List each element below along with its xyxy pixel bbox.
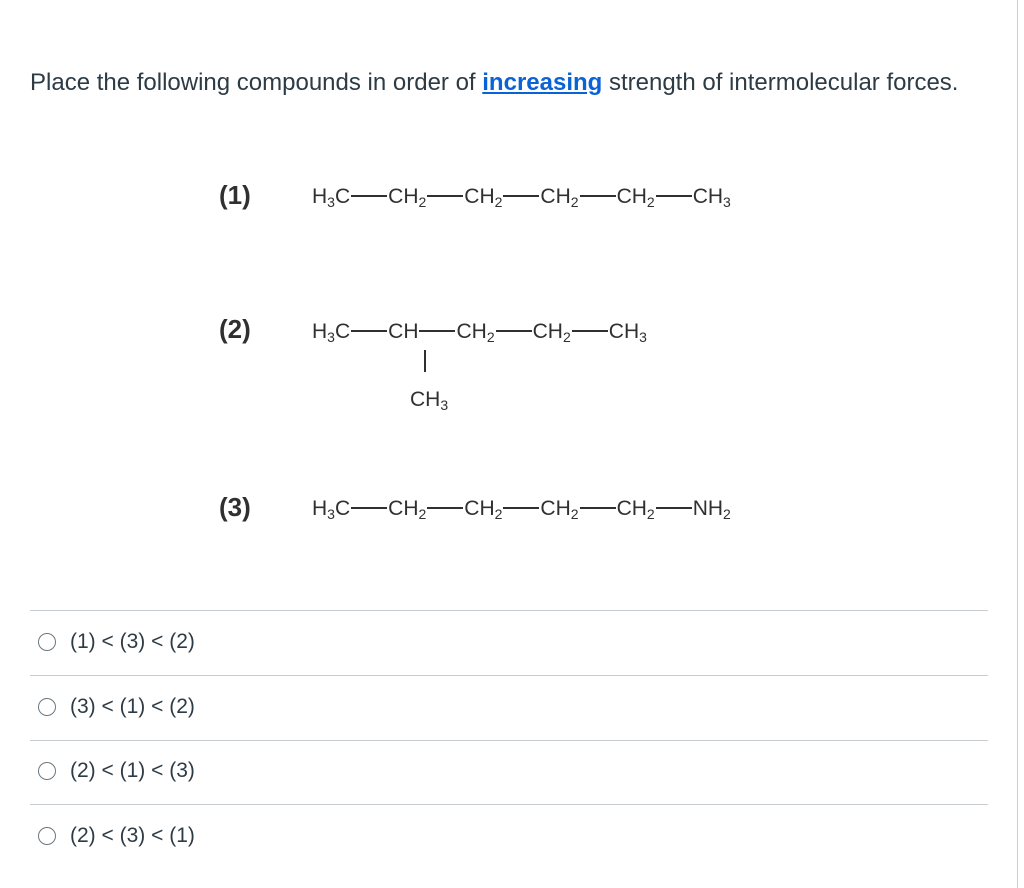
- answer-option-4[interactable]: [38, 821, 195, 851]
- formula-group: $CH_2$: [388, 185, 427, 210]
- single-bond: [351, 195, 387, 197]
- answer-text: (2) < (1) < (3): [70, 759, 195, 782]
- answer-option-3[interactable]: [38, 756, 195, 786]
- question-suffix: strength of intermolecular forces.: [602, 69, 959, 96]
- single-bond: [419, 330, 455, 332]
- answer-option-2[interactable]: [38, 692, 195, 722]
- single-bond: [351, 330, 387, 332]
- single-bond: [503, 507, 539, 509]
- single-bond: [427, 507, 463, 509]
- formula-group: $CH_2$: [616, 497, 655, 522]
- single-bond: [572, 330, 608, 332]
- single-bond: [351, 507, 387, 509]
- compound-label: (1): [219, 180, 251, 210]
- branch-methyl: [410, 388, 448, 412]
- single-bond: [656, 507, 692, 509]
- divider: [30, 804, 988, 805]
- compound-formula: [312, 320, 647, 344]
- branch-bond: [424, 350, 426, 372]
- compound-label: (2): [219, 314, 251, 344]
- answer-text: (1) < (3) < (2): [70, 630, 195, 653]
- single-bond: [580, 195, 616, 197]
- formula-group: $CH_2$: [464, 497, 503, 522]
- radio-button[interactable]: [38, 762, 56, 780]
- answer-text: (2) < (3) < (1): [70, 824, 195, 847]
- divider: [30, 610, 988, 611]
- formula-group: $CH_3$: [692, 185, 731, 210]
- single-bond: [496, 330, 532, 332]
- formula-group: $CH_2$: [456, 320, 495, 345]
- divider: [30, 740, 988, 741]
- single-bond: [656, 195, 692, 197]
- content-frame-edge: [1017, 0, 1024, 888]
- answer-text: (3) < (1) < (2): [70, 695, 195, 718]
- formula-group: $CH_2$: [540, 497, 579, 522]
- single-bond: [427, 195, 463, 197]
- single-bond: [503, 195, 539, 197]
- radio-button[interactable]: [38, 827, 56, 845]
- single-bond: [580, 507, 616, 509]
- compound-formula: [312, 497, 731, 521]
- compound-label: (3): [219, 492, 251, 522]
- formula-group: CH: [388, 320, 419, 343]
- formula-group: $CH_2$: [464, 185, 503, 210]
- radio-button[interactable]: [38, 633, 56, 651]
- compound-formula: [312, 185, 731, 209]
- formula-group: $H_3C$: [312, 185, 351, 210]
- formula-group: $CH_2$: [532, 320, 571, 345]
- formula-group: $H_3C$: [312, 497, 351, 522]
- question-prefix: Place the following compounds in order of: [30, 69, 483, 96]
- answer-option-1[interactable]: [38, 627, 195, 657]
- divider: [30, 675, 988, 676]
- formula-group: $CH_2$: [616, 185, 655, 210]
- formula-group: $H_3C$: [312, 320, 351, 345]
- radio-button[interactable]: [38, 698, 56, 716]
- question-text: [30, 62, 990, 103]
- formula-group: $CH_3$: [608, 320, 647, 345]
- formula-group: $NH_2$: [692, 497, 731, 522]
- formula-group: $CH_3$: [410, 388, 449, 413]
- increasing-link[interactable]: increasing: [482, 69, 603, 96]
- formula-group: $CH_2$: [388, 497, 427, 522]
- formula-group: $CH_2$: [540, 185, 579, 210]
